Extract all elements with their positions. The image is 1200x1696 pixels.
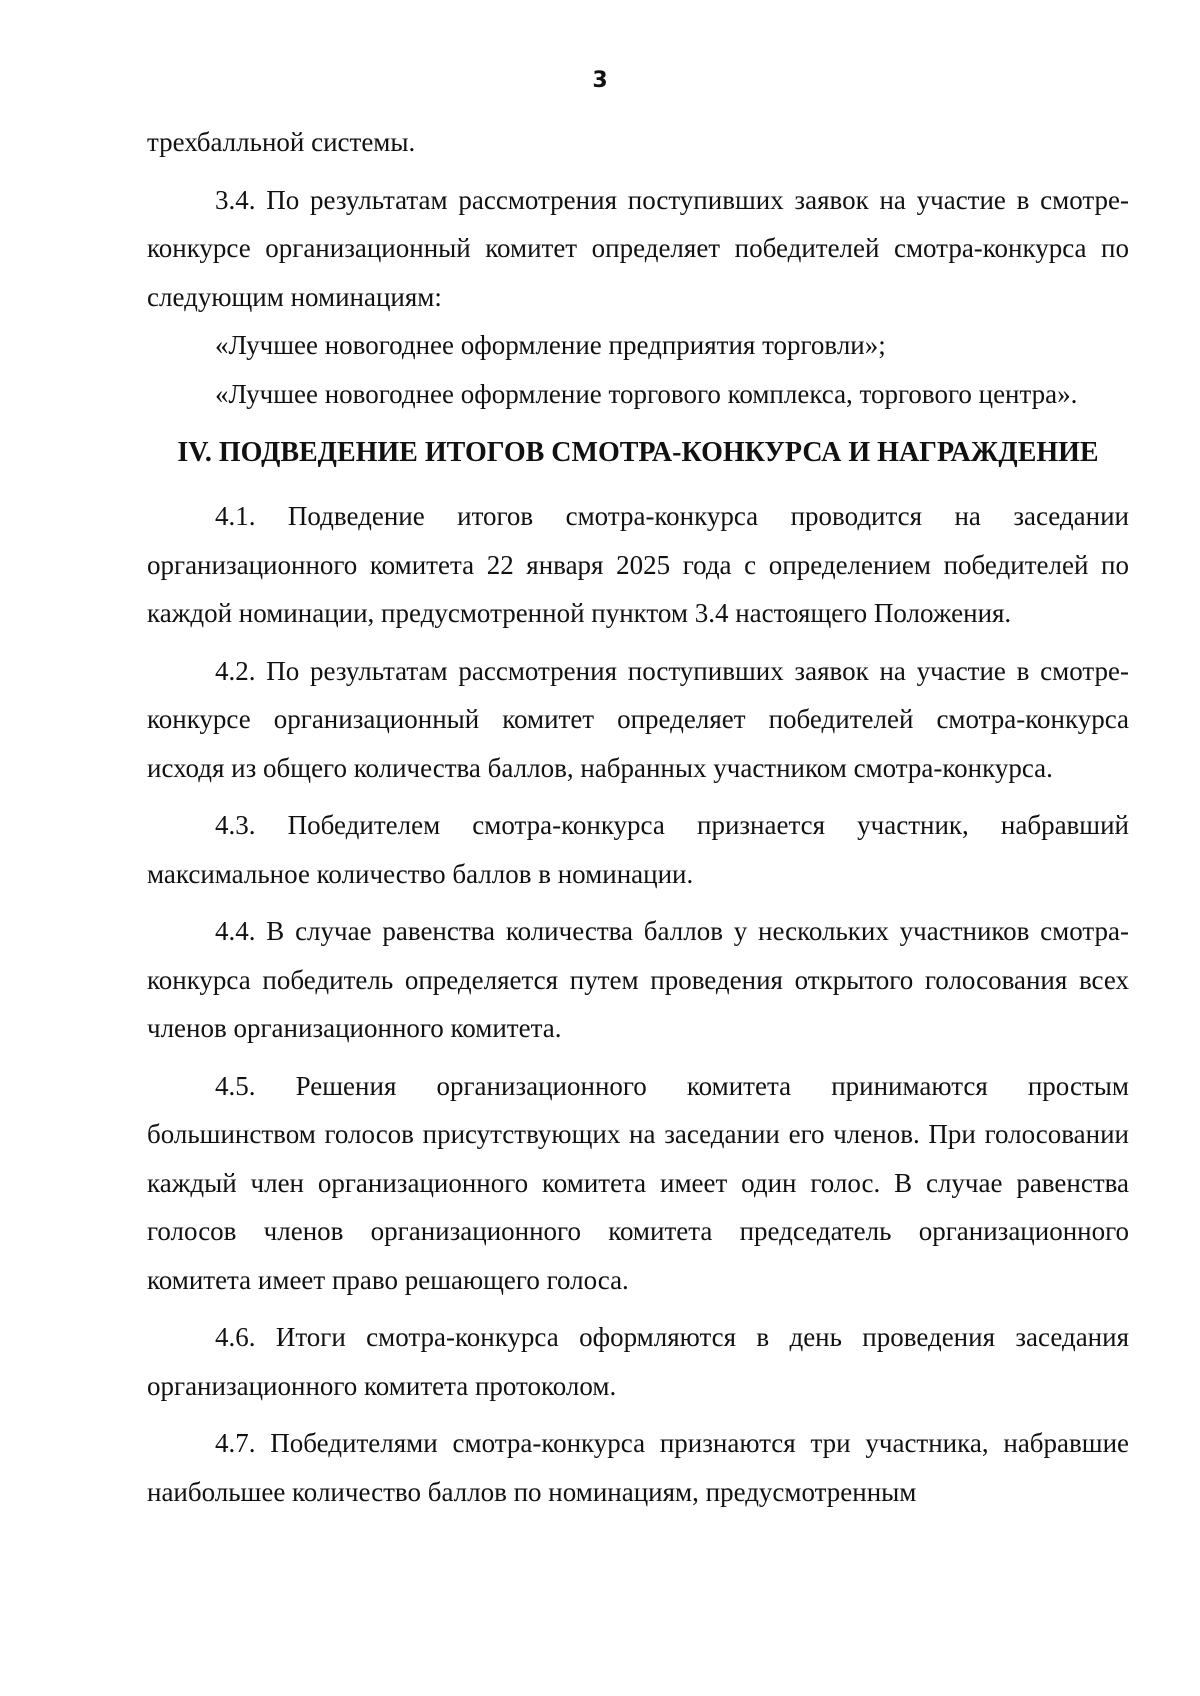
nomination-trade-enterprise: «Лучшее новогоднее оформление предприятия торговли»;: [215, 330, 886, 360]
paragraph-4-6: 4.6. Итоги смотра-конкурса оформляются в день проведения заседания организационного комитета протоколом.: [147, 1322, 1129, 1401]
paragraph-4-7: 4.7. Победителями смотра-конкурса признаются три участника, набравшие наибольшее количество баллов по номинациям, предусмотренным: [147, 1428, 1129, 1507]
paragraph-4-3: 4.3. Победителем смотра-конкурса признается участник, набравший максимальное количество баллов в номинации.: [147, 810, 1129, 889]
nomination-trade-center: «Лучшее новогоднее оформление торгового комплекса, торгового центра».: [215, 378, 1078, 409]
page-number: 3: [592, 68, 608, 93]
paragraph-3-3-end: трехбалльной системы.: [147, 127, 416, 157]
document-body: [147, 118, 1129, 1516]
section-heading-iv: IV. ПОДВЕДЕНИЕ ИТОГОВ СМОТРА-КОНКУРСА И НАГРАЖДЕНИЕ: [177, 437, 1099, 468]
paragraph-3-4: 3.4. По результатам рассмотрения поступивших заявок на участие в смотре-конкурсе организационный комитет определяет победителей смотра-конкурса по следующим номинациям:: [147, 184, 1129, 312]
paragraph-4-2: 4.2. По результатам рассмотрения поступивших заявок на участие в смотре-конкурсе организационный комитет определяет победителей смотра-конкурса исходя из общего количества баллов, набранных участником смотра-конкурса.: [147, 655, 1129, 783]
paragraph-4-5: 4.5. Решения организационного комитета принимаются простым большинством голосов присутствующих на заседании его членов. При голосовании каждый член организационного комитета имеет один голос. В случае равенства голосов членов организационного комитета председатель организационного комитета имеет право решающего голоса.: [147, 1070, 1129, 1295]
paragraph-4-4: 4.4. В случае равенства количества баллов у нескольких участников смотра-конкурса победитель определяется путем проведения открытого голосования всех членов организационного комитета.: [147, 916, 1129, 1043]
paragraph-4-1: 4.1. Подведение итогов смотра-конкурса проводится на заседании организационного комитета 22 января 2025 года с определением победителей по каждой номинации, предусмотренной пунктом 3.4 настоящего Положения.: [147, 501, 1129, 628]
